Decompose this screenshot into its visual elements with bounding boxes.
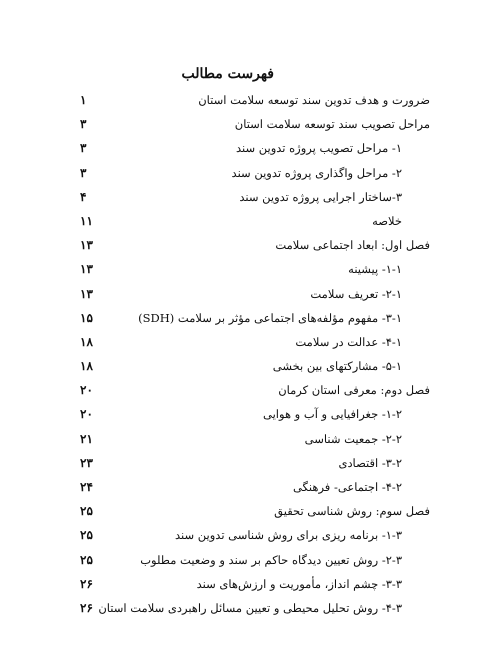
toc-entry-page-number: ۱۱ bbox=[80, 213, 93, 228]
toc-entry-page-number: ۳ bbox=[80, 165, 87, 180]
toc-entry-text: فصل دوم: معرفی استان کرمان bbox=[278, 383, 430, 398]
toc-entry-page-number: ۱۳ bbox=[80, 238, 93, 253]
toc-entry[interactable] bbox=[80, 572, 430, 596]
toc-entry-text: مراحل تصویب سند توسعه سلامت استان bbox=[234, 117, 430, 132]
toc-entry-text: ۲-۳- روش تعیین دیدگاه حاکم بر سند و وضعیت مطلوب bbox=[140, 552, 402, 567]
toc-entry-text: ۴-۳- روش تحلیل محیطی و تعیین مسائل راهبردی سلامت استان bbox=[98, 600, 402, 615]
toc-entry-text: فصل سوم: روش شناسی تحقیق bbox=[274, 504, 430, 519]
toc-entry-page-number: ۲۵ bbox=[80, 504, 93, 519]
toc-entry[interactable] bbox=[80, 596, 430, 620]
toc-entry[interactable] bbox=[80, 161, 430, 185]
toc-entry-page-number: ۲۴ bbox=[80, 480, 93, 494]
toc-entry-text: ۳-۳- چشم انداز، مأموریت و ارزش‌های سند bbox=[196, 576, 402, 591]
toc-entry[interactable] bbox=[80, 402, 430, 426]
toc-entry-page-number: ۱۳ bbox=[80, 286, 93, 301]
toc-entry-page-number: ۱۸ bbox=[80, 359, 93, 374]
toc-entry-text: خلاصه bbox=[372, 213, 402, 228]
toc-entry-page-number: ۲۶ bbox=[80, 576, 93, 591]
toc-entry-text: فصل اول: ابعاد اجتماعی سلامت bbox=[275, 238, 430, 253]
toc-entry-text: ضرورت و هدف تدوین سند توسعه سلامت استان bbox=[198, 93, 430, 107]
toc-entry-page-number: ۱۵ bbox=[80, 310, 93, 325]
toc-entry-text: ۴-۲- اجتماعی- فرهنگی bbox=[292, 480, 402, 494]
toc-entry-page-number: ۲۰ bbox=[80, 383, 93, 398]
toc-entry-text: ۱-۳- برنامه ریزی برای روش شناسی تدوین سند bbox=[174, 528, 402, 543]
toc-entry-page-number: ۱۸ bbox=[80, 334, 93, 349]
toc-entry-text: ۲- مراحل واگذاری پروژه تدوین سند bbox=[231, 165, 402, 180]
toc-entry-page-number: ۲۶ bbox=[80, 600, 93, 615]
toc-entry-page-number: ۲۰ bbox=[80, 407, 93, 422]
toc-entry[interactable] bbox=[80, 306, 430, 330]
toc-entry-text: ۱-۱- پیشینه bbox=[348, 262, 402, 277]
toc-entry[interactable] bbox=[80, 523, 430, 547]
toc-entry[interactable] bbox=[80, 548, 430, 572]
toc-entry[interactable] bbox=[80, 209, 430, 233]
toc-entry[interactable] bbox=[80, 354, 430, 378]
toc-entry-page-number: ۴ bbox=[80, 189, 87, 204]
toc-entry-text: ۵-۱- مشارکتهای بین بخشی bbox=[272, 359, 402, 374]
toc-entry[interactable] bbox=[80, 330, 430, 354]
toc-entry[interactable] bbox=[80, 499, 430, 523]
toc-entry[interactable] bbox=[80, 257, 430, 281]
toc-list bbox=[80, 88, 430, 620]
toc-entry-text: ۱-۲- جغرافیایی و آب و هوایی bbox=[263, 407, 402, 422]
toc-entry-page-number: ۲۳ bbox=[80, 455, 93, 470]
toc-entry-text: ۲-۲- جمعیت شناسی bbox=[304, 431, 402, 446]
toc-entry[interactable] bbox=[80, 282, 430, 306]
toc-entry[interactable] bbox=[80, 475, 430, 499]
toc-entry-text: ۳-ساختار اجرایی پروژه تدوین سند bbox=[239, 189, 402, 204]
toc-entry-text: ۳-۱- مفهوم مؤلفه‌های اجتماعی مؤثر بر سلامت (SDH) bbox=[138, 310, 402, 325]
toc-entry[interactable] bbox=[80, 88, 430, 112]
toc-entry[interactable] bbox=[80, 378, 430, 402]
toc-entry-page-number: ۱۳ bbox=[80, 262, 93, 277]
toc-entry-text: ۱- مراحل تصویب پروژه تدوین سند bbox=[235, 141, 402, 156]
toc-entry[interactable] bbox=[80, 233, 430, 257]
toc-entry[interactable] bbox=[80, 136, 430, 160]
toc-entry-page-number: ۱ bbox=[80, 93, 87, 107]
toc-title: فهرست مطالب bbox=[181, 66, 274, 82]
toc-entry-page-number: ۲۱ bbox=[80, 431, 93, 446]
toc-entry-page-number: ۲۵ bbox=[80, 552, 93, 567]
toc-entry-text: ۲-۱- تعریف سلامت bbox=[310, 286, 402, 301]
toc-entry-page-number: ۲۵ bbox=[80, 528, 93, 543]
toc-entry[interactable] bbox=[80, 427, 430, 451]
toc-entry-text: ۴-۱- عدالت در سلامت bbox=[295, 334, 402, 349]
toc-entry[interactable] bbox=[80, 451, 430, 475]
toc-entry[interactable] bbox=[80, 112, 430, 136]
toc-entry[interactable] bbox=[80, 185, 430, 209]
toc-entry-page-number: ۳ bbox=[80, 117, 87, 132]
toc-entry-page-number: ۳ bbox=[80, 141, 87, 156]
toc-entry-text: ۳-۲- اقتصادی bbox=[338, 455, 402, 470]
